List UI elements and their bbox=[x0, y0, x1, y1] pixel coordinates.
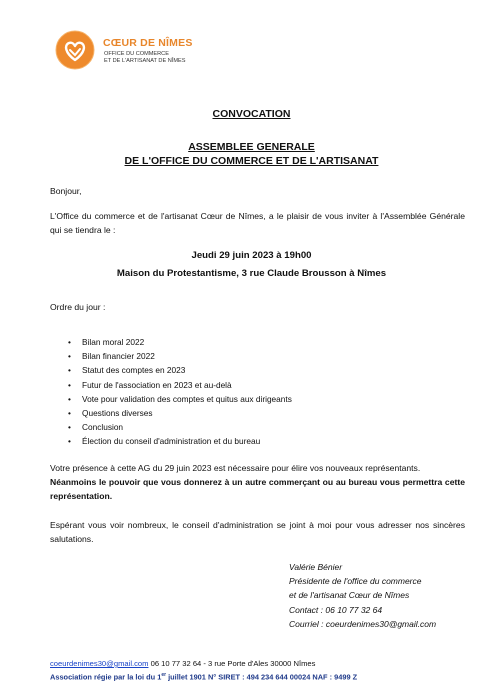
footer-address: 06 10 77 32 64 - 3 rue Porte d'Ales 30000 Nîmes bbox=[150, 659, 316, 668]
bullet-icon: • bbox=[68, 351, 71, 362]
proxy-paragraph: Néanmoins le pouvoir que vous donnerez à un autre commerçant ou au bureau vous permettra cette représentation. bbox=[50, 477, 465, 501]
agenda-item-text: Statut des comptes en 2023 bbox=[82, 365, 186, 376]
brand-subtitle-line2: ET DE L'ARTISANAT DE NÎMES bbox=[104, 58, 186, 64]
list-item bbox=[50, 406, 292, 420]
list-item bbox=[50, 434, 292, 448]
agenda-item-text: Futur de l'association en 2023 et au-delà bbox=[82, 379, 232, 390]
bullet-icon: • bbox=[68, 393, 71, 404]
bullet-icon: • bbox=[68, 365, 71, 376]
signatory-email: Courriel : coeurdenimes30@gmail.com bbox=[289, 618, 437, 629]
list-item bbox=[50, 420, 292, 434]
brand-title: CŒUR DE NÎMES bbox=[103, 37, 193, 49]
greeting: Bonjour, bbox=[50, 186, 82, 196]
bullet-icon: • bbox=[68, 436, 71, 447]
heading-line1: ASSEMBLEE GENERALE bbox=[188, 141, 315, 153]
bullet-icon: • bbox=[68, 422, 71, 433]
agenda-item-text: Élection du conseil d'administration et du bureau bbox=[82, 436, 261, 447]
signatory-role-line1: Présidente de l'office du commerce bbox=[289, 576, 422, 587]
agenda-item-text: Vote pour validation des comptes et quitus aux dirigeants bbox=[82, 393, 292, 404]
list-item bbox=[50, 335, 292, 349]
closing-paragraph: Espérant vous voir nombreux, le conseil d'administration se joint à moi pour vous adresser nos sincères salutations. bbox=[50, 520, 465, 544]
footer-legal bbox=[50, 672, 357, 681]
list-item bbox=[50, 363, 292, 377]
bullet-icon: • bbox=[68, 379, 71, 390]
event-place: Maison du Protestantisme, 3 rue Claude Brousson à Nîmes bbox=[116, 268, 387, 279]
intro-paragraph: L'Office du commerce et de l'artisanat Cœur de Nîmes, a le plaisir de vous inviter à l'Assemblée Générale qui se tiendra le : bbox=[50, 211, 465, 235]
agenda-list bbox=[50, 335, 292, 449]
footer-legal-text: Association régie par la loi du 1 bbox=[50, 672, 162, 682]
agenda-item-text: Conclusion bbox=[82, 422, 124, 433]
signatory-name: Valérie Bénier bbox=[289, 562, 343, 572]
signature-block bbox=[289, 560, 436, 631]
document-title: CONVOCATION bbox=[212, 108, 291, 120]
brand-subtitle bbox=[104, 51, 185, 65]
agenda-label: Ordre du jour : bbox=[50, 302, 106, 312]
signatory-contact: Contact : 06 10 77 32 64 bbox=[289, 604, 383, 615]
footer-email-link[interactable]: coeurdenimes30@gmail.com bbox=[50, 659, 149, 668]
signatory-role-line2: et de l'artisanat Cœur de Nîmes bbox=[289, 590, 410, 601]
heart-logo-icon bbox=[55, 30, 95, 70]
bullet-icon: • bbox=[68, 337, 71, 347]
brand-subtitle-line1: OFFICE DU COMMERCE bbox=[104, 51, 169, 57]
bullet-icon: • bbox=[68, 407, 71, 418]
agenda-item-text: Bilan financier 2022 bbox=[82, 351, 155, 362]
footer-contact bbox=[50, 659, 315, 668]
presence-paragraph: Votre présence à cette AG du 29 juin 2023 est nécessaire pour élire vos nouveaux représentants. bbox=[50, 463, 421, 473]
footer-legal-rest: juillet 1901 N° SIRET : 494 234 644 00024 NAF : 9499 Z bbox=[166, 672, 358, 682]
footer-legal-sup: er bbox=[161, 672, 167, 678]
heading-line2: DE L'OFFICE DU COMMERCE ET DE L'ARTISANAT bbox=[124, 155, 379, 167]
list-item bbox=[50, 378, 292, 392]
list-item bbox=[50, 349, 292, 363]
event-date: Jeudi 29 juin 2023 à 19h00 bbox=[191, 250, 312, 261]
list-item bbox=[50, 392, 292, 406]
agenda-item-text: Bilan moral 2022 bbox=[82, 337, 145, 347]
agenda-item-text: Questions diverses bbox=[82, 407, 153, 418]
